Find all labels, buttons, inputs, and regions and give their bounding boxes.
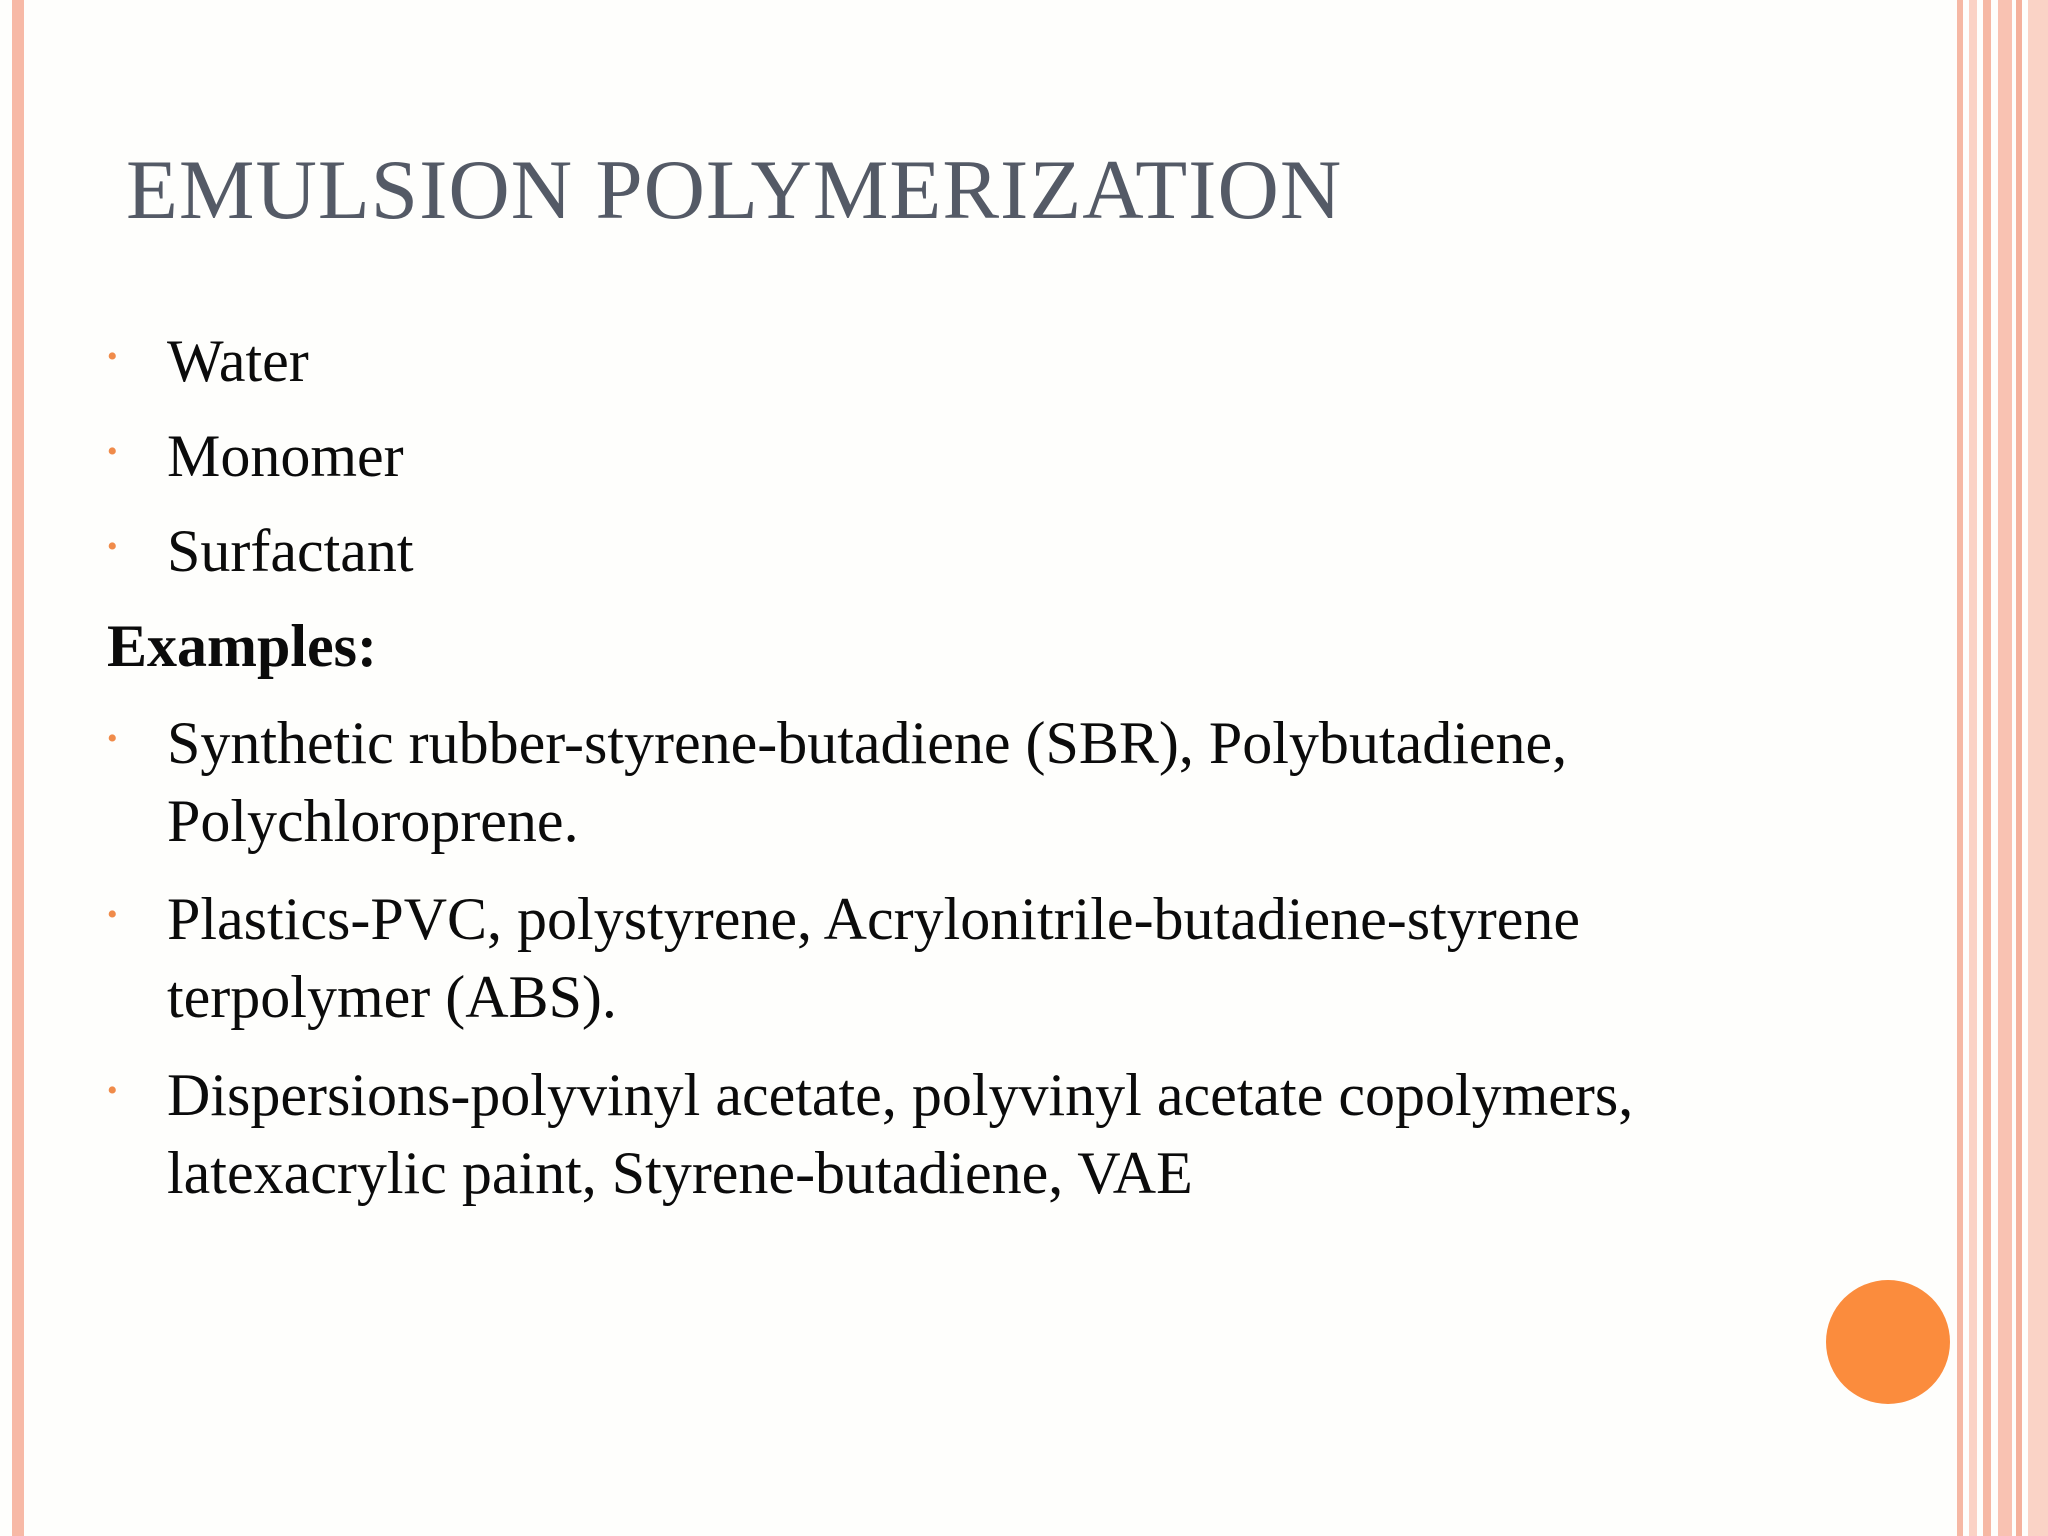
right-border-stripe: [1983, 0, 1991, 1536]
right-border-stripe: [2016, 0, 2022, 1536]
list-item: [107, 322, 1807, 400]
list-item-text-line: Plastics-PVC, polystyrene, Acrylonitrile-butadiene-styrene: [167, 886, 1581, 952]
slide-body: [107, 322, 1807, 1232]
left-border-stripe: [12, 0, 24, 1536]
list-item: [107, 704, 1807, 860]
list-item-text-line: latexacrylic paint, Styrene-butadiene, VAE: [167, 1140, 1193, 1206]
list-item-text-line: Dispersions-polyvinyl acetate, polyvinyl acetate copolymers,: [167, 1062, 1634, 1128]
list-item: [107, 1056, 1807, 1212]
list-item-text-line: terpolymer (ABS).: [167, 964, 617, 1030]
bullet-icon: •: [107, 1074, 118, 1107]
list-item-text: Surfactant: [167, 518, 414, 584]
right-border-stripe: [2028, 0, 2048, 1536]
examples-heading: Examples:: [107, 613, 377, 679]
bullet-icon: •: [107, 722, 118, 755]
list-item-text: Water: [167, 328, 309, 394]
list-item-text-line: Polychloroprene.: [167, 788, 579, 854]
list-item-text-line: Synthetic rubber-styrene-butadiene (SBR), Polybutadiene,: [167, 710, 1568, 776]
right-border-stripe: [1998, 0, 2012, 1536]
bullet-icon: •: [107, 435, 118, 468]
right-border-stripe: [1957, 0, 1963, 1536]
list-item: [107, 417, 1807, 495]
bullet-icon: •: [107, 340, 118, 373]
list-item: [107, 512, 1807, 590]
bullet-icon: •: [107, 530, 118, 563]
bullet-icon: •: [107, 898, 118, 931]
list-item: [107, 880, 1807, 1036]
list-item-text: Monomer: [167, 423, 404, 489]
slide-title: EMULSION POLYMERIZATION: [126, 143, 1343, 237]
orange-circle-decoration: [1826, 1280, 1950, 1404]
right-border-stripe: [1969, 0, 1977, 1536]
